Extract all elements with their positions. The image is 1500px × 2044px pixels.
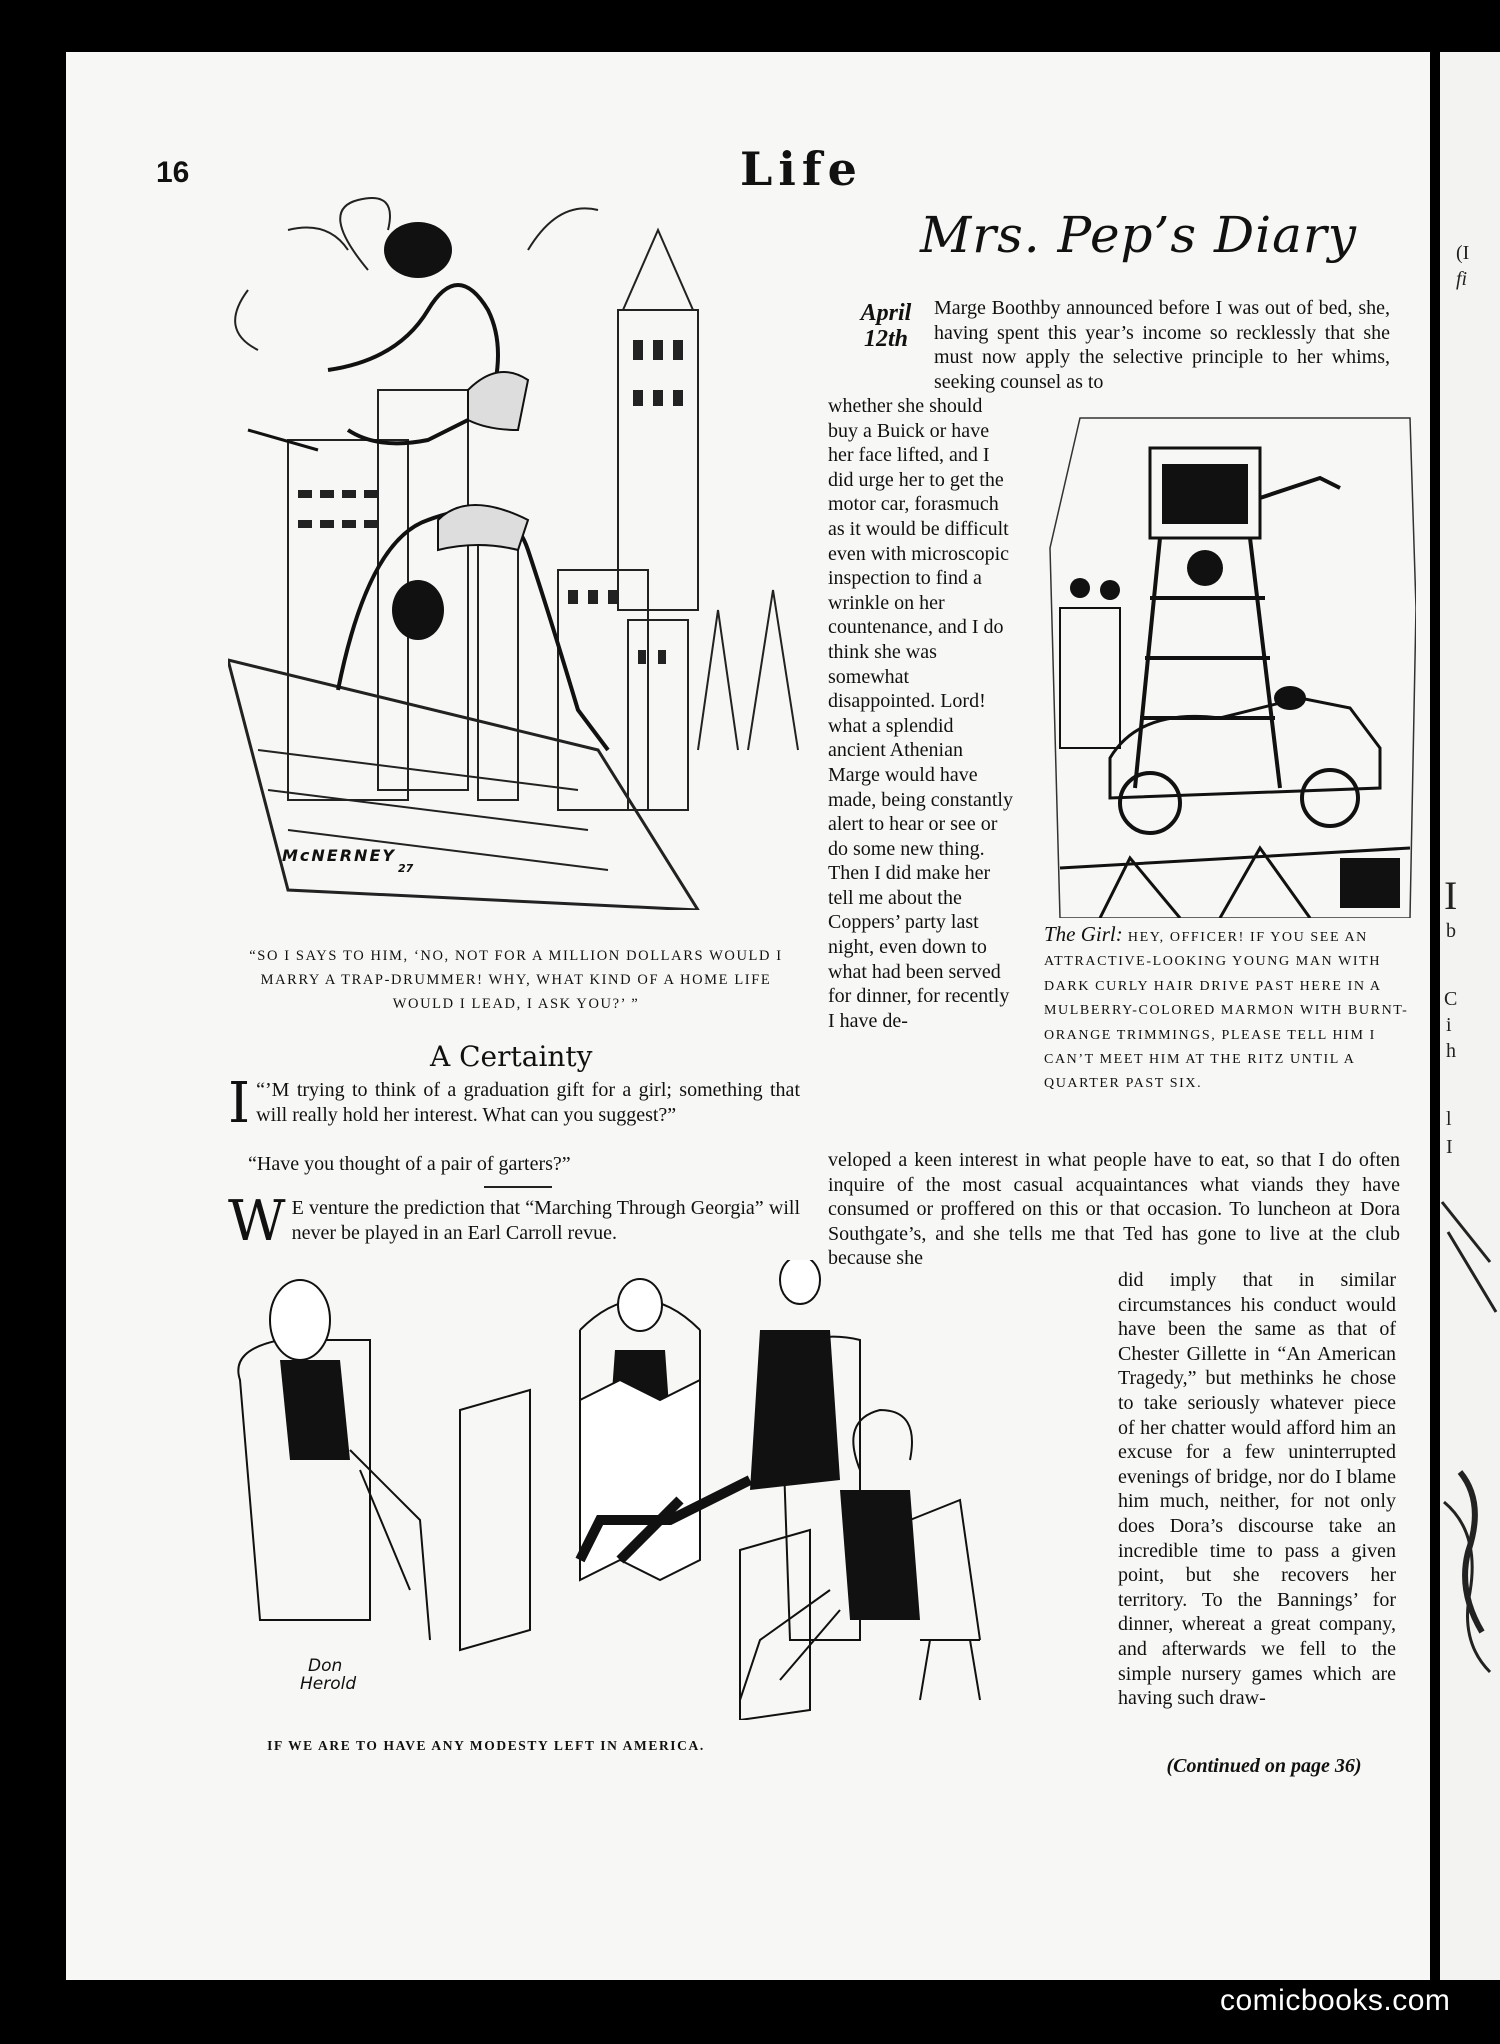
- certainty-answer: “Have you thought of a pair of garters?”: [248, 1153, 571, 1175]
- adjacent-text-fragment: (I: [1456, 242, 1470, 264]
- adjacent-text-fragment: l: [1446, 1108, 1452, 1130]
- adjacent-text-fragment: fi: [1456, 268, 1468, 290]
- adjacent-text-fragment: i: [1446, 1014, 1452, 1036]
- adjacent-text-fragment: h: [1446, 1040, 1456, 1062]
- magazine-masthead: Life: [740, 142, 863, 196]
- adjacent-text-fragment: I: [1444, 873, 1458, 918]
- adjacent-illustration: [1440, 1172, 1500, 1712]
- signature-year: 27: [398, 862, 414, 875]
- open-quote: “: [256, 1079, 266, 1101]
- cartoon-modesty-screens-illustration: [220, 1260, 1110, 1720]
- site-watermark: comicbooks.com: [1220, 1984, 1451, 2017]
- officer-caption-text: HEY, OFFICER! IF YOU SEE AN ATTRACTIVE-LOOKING YOUNG MAN WITH DARK CURLY HAIR DRIVE PAST HERE IN A MULBERRY-COLORED MARMON WITH BURNT-ORANGE TRIMMINGS, PLEASE TELL HIM I CAN’T MEET HIM AT THE RITZ UNTIL A QUARTER PAST SIX.: [1044, 930, 1409, 1092]
- diary-wide-paragraph: veloped a keen interest in what people have to eat, so that I do often inquire of the most casual acquaintances what viands they have consumed or proffered on this or that occasion. To luncheon at Dora Southgate’s, and she tells me that Ted has gone to live at the club because she: [828, 1149, 1400, 1270]
- page-number: 16: [156, 156, 190, 189]
- marching-paragraph: [228, 1189, 800, 1254]
- artist-signature: McNERNEY: [282, 846, 396, 865]
- date-month: April: [860, 300, 912, 326]
- officer-caption-speaker: The Girl:: [1044, 922, 1123, 946]
- diary-final-column: did imply that in similar circumstances his conduct would have been the same as that of Chester Gillette in “An American Tragedy,” but methinks he chose to take seriously whatever piece of her chatter would afford him an excuse for a few uninterrupted evenings of bridge, nor do I blame him much, neither, for not only does Dora’s discourse take an incredible time to pass a given point, but she recovers her territory. To the Bannings’ for dinner, whereat a great company, and afterwards we fell to the simple nursery games which are having such draw-: [1118, 1269, 1396, 1710]
- continued-notice: (Continued on page 36): [1166, 1755, 1362, 1777]
- drop-cap: I: [228, 1071, 251, 1136]
- adjacent-text-fragment: C: [1444, 988, 1458, 1010]
- cartoon-traffic-officer-illustration: [1040, 408, 1416, 918]
- cartoon-caption: “SO I SAYS TO HIM, ‘NO, NOT FOR A MILLION DOLLARS WOULD I MARRY A TRAP-DRUMMER! WHY, WHAT KIND OF A HOME LIFE WOULD I LEAD, I ASK YOU?’ ”: [249, 948, 783, 1012]
- certainty-question: ’M trying to think of a graduation gift for a girl; something that will really hold her interest. What can you suggest?”: [256, 1079, 800, 1126]
- bottom-cartoon-caption: IF WE ARE TO HAVE ANY MODESTY LEFT IN AMERICA.: [267, 1738, 705, 1753]
- divider-rule: [484, 1186, 552, 1188]
- diary-date: [844, 300, 928, 352]
- diary-title: Mrs. Pep’s Diary: [920, 206, 1358, 264]
- adjacent-text-fragment: b: [1446, 920, 1456, 942]
- artist-signature-last: Herold: [300, 1674, 357, 1694]
- diary-lead-start: [934, 296, 1390, 394]
- drop-cap: W: [228, 1189, 286, 1254]
- date-day: 12th: [863, 326, 908, 352]
- cartoon-acrobats-illustration: [228, 190, 808, 910]
- officer-caption: [1044, 922, 1422, 1097]
- adjacent-text-fragment: I: [1446, 1136, 1453, 1158]
- marching-text: E venture the prediction that “Marching Through Georgia” will never be played in an Earl Carroll revue.: [291, 1197, 800, 1244]
- artist-signature-first: Don: [308, 1656, 343, 1676]
- adjacent-page-edge: [1440, 52, 1500, 1980]
- diary-narrow-column: whether she should buy a Buick or have her face lifted, and I did urge her to get the motor car, forasmuch as it would be difficult even with microscopic inspection to find a wrinkle on her countenance, and I do think she was somewhat disappointed. Lord! what a splendid ancient Athenian Marge would have made, being constantly alert to hear or see or do some new thing. Then I did make her tell me about the Coppers’ party last night, even down to what had been served for dinner, for recently I have de-: [828, 395, 1013, 1032]
- diary-lead-text: Marge Boothby announced before I was out of bed, she, having spent this year’s income so recklessly that she must now apply the selective principle to her whims, seeking counsel as to: [934, 297, 1390, 393]
- article-title: A Certainty: [430, 1040, 593, 1073]
- certainty-paragraph: [228, 1071, 800, 1136]
